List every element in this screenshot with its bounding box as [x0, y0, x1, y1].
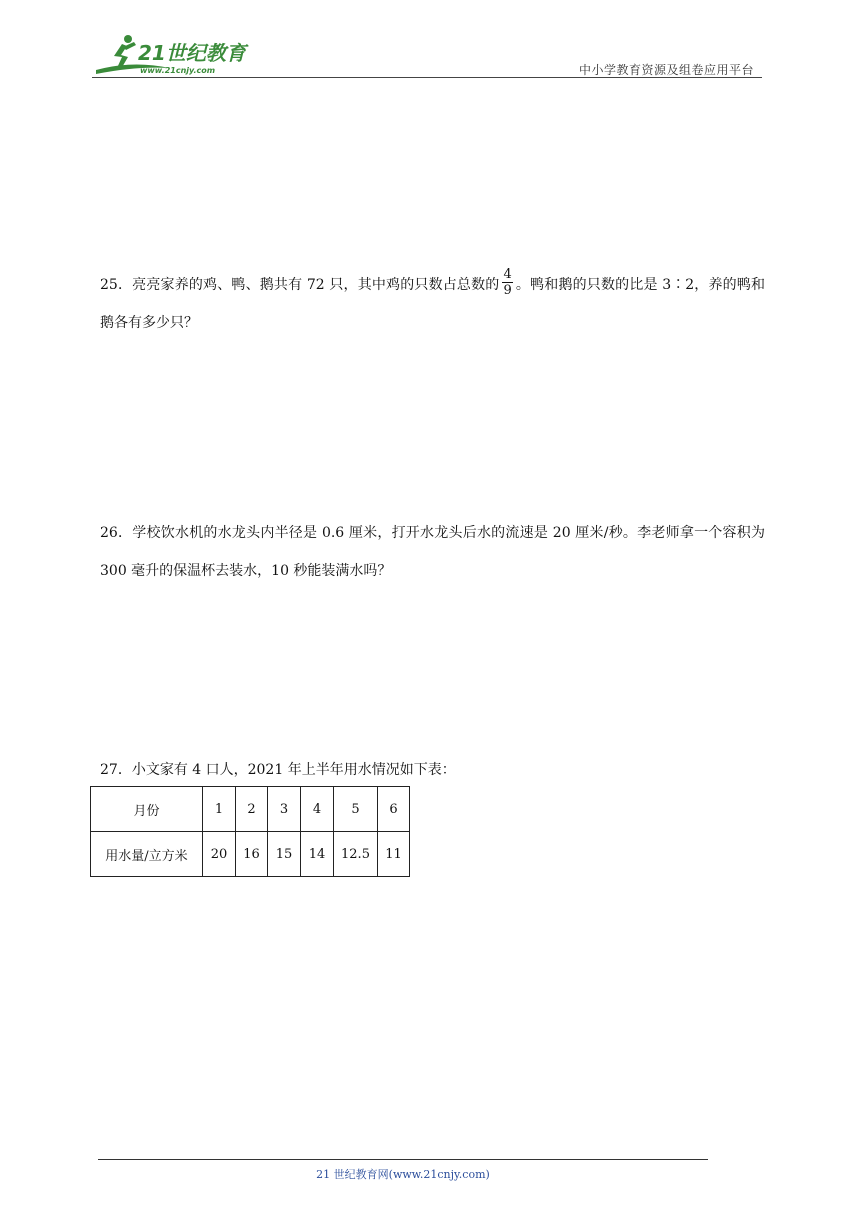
table-cell-usage: 16	[236, 832, 268, 877]
platform-name: 中小学教育资源及组卷应用平台	[578, 63, 754, 77]
footer-site-link[interactable]: 21 世纪教育网(www.21cnjy.com)	[316, 1168, 490, 1181]
table-cell-month: 1	[203, 787, 236, 832]
table-header-usage: 用水量/立方米	[91, 832, 203, 877]
table-cell-month: 5	[334, 787, 378, 832]
table-cell-month: 6	[378, 787, 410, 832]
fraction-four-ninths	[502, 267, 512, 298]
runner-logo-icon	[92, 30, 262, 78]
table-cell-month: 4	[301, 787, 334, 832]
table-cell-usage: 20	[203, 832, 236, 877]
logo-text: 21世纪教育	[138, 41, 246, 65]
table-cell-usage: 15	[268, 832, 301, 877]
q25-text-part1: 25．亮亮家养的鸡、鸭、鹅共有 72 只，其中鸡的只数占总数的	[100, 277, 500, 293]
fraction-denominator: 9	[503, 282, 512, 298]
q25-text-part2: 。鸭和鹅的只数的比是 3∶2，养的鸭和鹅各有多少只？	[100, 277, 766, 331]
question-25	[100, 266, 765, 342]
footer-divider	[98, 1159, 708, 1160]
logo-url: www.21cnjy.com	[140, 66, 216, 75]
table-cell-usage: 14	[301, 832, 334, 877]
table-row-usage	[91, 832, 410, 877]
water-usage-table	[90, 786, 410, 877]
table-cell-month: 3	[268, 787, 301, 832]
page-header	[92, 30, 762, 78]
question-26: 26．学校饮水机的水龙头内半径是 0.6 厘米，打开水龙头后水的流速是 20 厘米/秒。李老师拿一个容积为 300 毫升的保温杯去装水，10 秒能装满水吗？	[100, 525, 765, 579]
header-divider	[92, 77, 762, 78]
table-cell-usage: 12.5	[334, 832, 378, 877]
table-row-months	[91, 787, 410, 832]
table-cell-usage: 11	[378, 832, 410, 877]
fraction-numerator: 4	[503, 266, 512, 282]
question-27: 27．小文家有 4 口人，2021 年上半年用水情况如下表：	[100, 762, 456, 778]
table-header-month: 月份	[91, 787, 203, 832]
site-logo	[92, 30, 262, 78]
table-cell-month: 2	[236, 787, 268, 832]
